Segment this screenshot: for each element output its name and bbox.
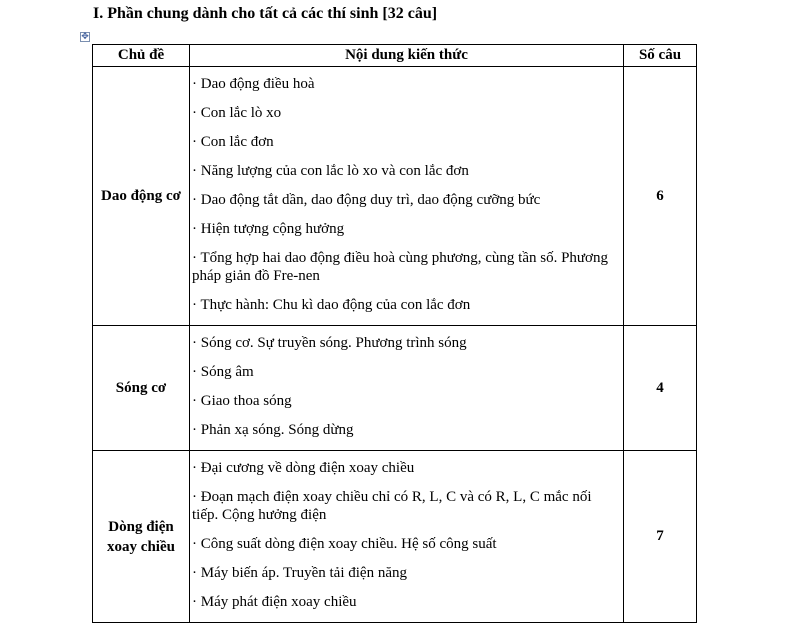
table-header-row (93, 45, 697, 67)
topic-cell: Dao động cơ (93, 67, 190, 326)
table-row (93, 451, 697, 623)
list-item: · Con lắc lò xo (192, 104, 619, 122)
section-heading: I. Phần chung dành cho tất cả các thí sinh [32 câu] (93, 5, 438, 22)
list-item: · Đoạn mạch điện xoay chiều chỉ có R, L, C và có R, L, C mắc nối tiếp. Cộng hưởng điện (192, 488, 619, 524)
list-item: · Sóng âm (192, 363, 619, 381)
header-content: Nội dung kiến thức (190, 45, 624, 67)
list-item: · Sóng cơ. Sự truyền sóng. Phương trình sóng (192, 334, 619, 352)
content-cell (190, 326, 624, 451)
header-count: Số câu (624, 45, 697, 67)
topic-cell: Sóng cơ (93, 326, 190, 451)
table-row (93, 67, 697, 326)
list-item: · Công suất dòng điện xoay chiều. Hệ số công suất (192, 535, 619, 553)
list-item: · Năng lượng của con lắc lò xo và con lắc đơn (192, 162, 619, 180)
list-item: · Tổng hợp hai dao động điều hoà cùng phương, cùng tần số. Phương pháp giản đồ Fre-nen (192, 249, 619, 285)
count-cell: 6 (624, 67, 697, 326)
list-item: · Dao động tắt dần, dao động duy trì, dao động cưỡng bức (192, 191, 619, 209)
count-cell: 4 (624, 326, 697, 451)
list-item: · Máy biến áp. Truyền tải điện năng (192, 564, 619, 582)
list-item: · Dao động điều hoà (192, 75, 619, 93)
table-move-handle-icon[interactable]: ✥ (81, 32, 89, 42)
list-item: · Máy phát điện xoay chiều (192, 593, 619, 611)
content-cell (190, 67, 624, 326)
list-item: · Giao thoa sóng (192, 392, 619, 410)
list-item: · Đại cương về dòng điện xoay chiều (192, 459, 619, 477)
topic-cell: Dòng điện xoay chiều (93, 451, 190, 623)
header-topic: Chủ đề (93, 45, 190, 67)
list-item: · Con lắc đơn (192, 133, 619, 151)
syllabus-table (92, 44, 697, 623)
table-row (93, 326, 697, 451)
list-item: · Phản xạ sóng. Sóng dừng (192, 421, 619, 439)
list-item: · Thực hành: Chu kì dao động của con lắc đơn (192, 296, 619, 314)
list-item: · Hiện tượng cộng hưởng (192, 220, 619, 238)
content-cell (190, 451, 624, 623)
count-cell: 7 (624, 451, 697, 623)
